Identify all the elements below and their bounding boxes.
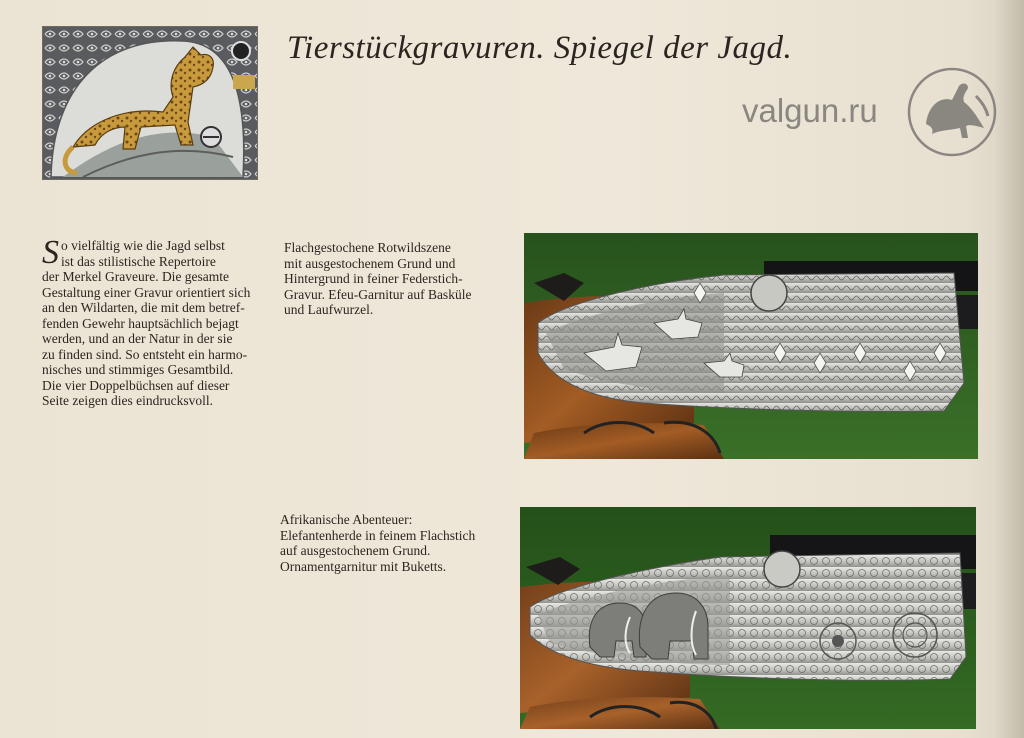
elephant-rifle-photo [520,507,976,729]
caption-line: Hintergrund in feiner Federstich- [284,271,463,286]
intro-line: werden, und an der Natur in der sie [42,331,233,346]
intro-line: nisches und stimmiges Gesamtbild. [42,362,234,377]
intro-line: Die vier Doppelbüchsen auf dieser [42,377,230,393]
caption-line: Afrikanische Abenteuer: [280,512,413,527]
caption-line: Flachgestochene Rotwildszene [284,240,451,255]
intro-line: Gestaltung einer Gravur orientiert sich [42,284,251,300]
intro-line: fenden Gewehr hauptsächlich bejagt [42,315,239,331]
caption-red-deer [284,240,504,318]
intro-line: o vielfältig wie die Jagd selbst [61,238,225,253]
page-title: Tierstückgravuren. Spiegel der Jagd. [287,30,793,66]
intro-paragraph [42,234,272,409]
intro-line: Seite zeigen dies eindrucksvoll. [42,393,213,408]
intro-line: der Merkel Graveure. Die gesamte [42,269,230,284]
watermark-text: valgun.ru [742,92,878,129]
intro-line: ist das stilistische Repertoire [61,253,216,269]
caption-line: Elefantenherde in feinem Flachstich [280,527,476,543]
red-deer-rifle-photo [524,233,978,459]
capercaillie-logo [906,66,998,158]
drop-cap: S [42,234,59,271]
caption-line: Gravur. Efeu-Garnitur auf Basküle [284,286,472,302]
caption-line: Ornamentgarnitur mit Buketts. [280,558,447,574]
caption-line: mit ausgestochenem Grund und [284,255,456,271]
caption-elephants [280,512,500,574]
caption-line: auf ausgestochenem Grund. [280,543,431,558]
caption-line: und Laufwurzel. [284,302,374,317]
intro-line: an den Wildarten, die mit dem betref- [42,300,245,315]
page-spine-shadow [994,0,1024,738]
leopard-engraving-image [42,26,258,180]
intro-line: zu finden sind. So entsteht ein harmo- [42,346,248,362]
